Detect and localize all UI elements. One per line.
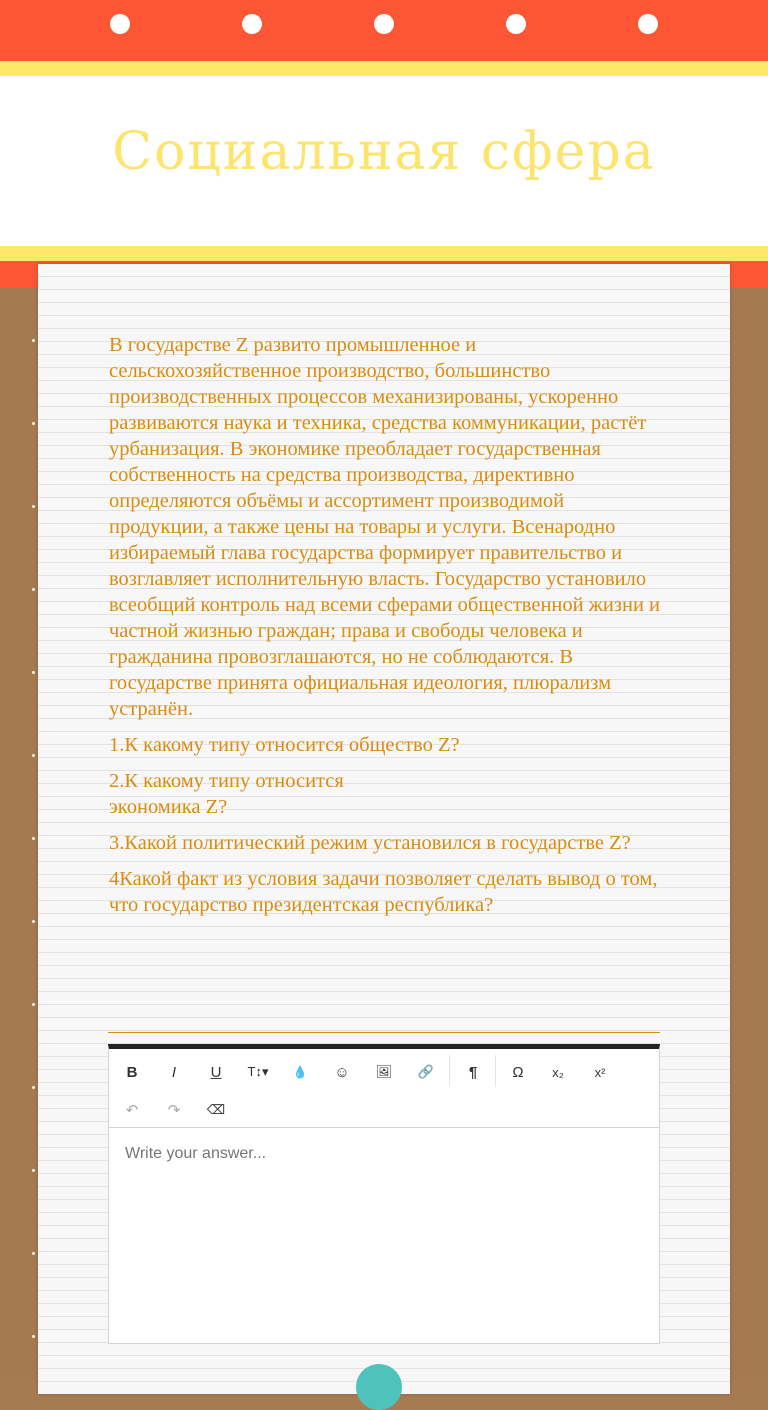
answer-input[interactable] [125, 1145, 635, 1163]
color-drop-icon[interactable]: 💧 [292, 1065, 308, 1079]
question-2: 2.К какому типу относится экономика Z? [109, 770, 344, 818]
emoji-icon[interactable]: ☺ [334, 1063, 350, 1081]
text-size-button[interactable]: T↕▾ [247, 1064, 269, 1079]
yellow-stripe [0, 61, 768, 76]
image-icon[interactable]: 🖼 [375, 1064, 393, 1079]
eraser-icon[interactable]: ⌫ [206, 1102, 226, 1117]
top-band [0, 0, 768, 61]
bold-button[interactable]: B [126, 1063, 138, 1081]
divider [108, 1032, 660, 1033]
superscript-button[interactable]: x² [594, 1064, 606, 1080]
paragraph-icon[interactable]: ¶ [468, 1063, 478, 1081]
binder-hole [506, 14, 526, 34]
question-3: 3.Какой политический режим установился в государстве Z? [109, 832, 631, 854]
binder-hole [638, 14, 658, 34]
answer-editor [108, 1044, 660, 1344]
binder-hole [242, 14, 262, 34]
question-1: 1.К какому типу относится общество Z? [109, 734, 460, 756]
underline-button[interactable]: U [210, 1063, 222, 1081]
link-icon[interactable]: 🔗 [417, 1064, 435, 1079]
redo-icon[interactable]: ↷ [167, 1102, 181, 1119]
page-title: Социальная сфера [112, 122, 656, 182]
question-4: 4Какой факт из условия задачи позволяет сделать вывод о том, что государство президентская республика? [109, 868, 658, 916]
toolbar-separator [495, 1055, 496, 1087]
yellow-stripe [0, 246, 768, 261]
task-content [109, 332, 661, 928]
task-intro: В государстве Z развито промышленное и сельскохозяйственное производство, большинство производственных процессов механизированы, ускоренно развиваются наука и техника, средства коммуникации, растёт урбанизация. В экономике преобладает государственная собственность на средства производства, директивно определяются объёмы и ассортимент производимой продукции, а также цены на товары и услуги. Всенародно избираемый глава государства формирует правительство и возглавляет исполнительную власть. Государство установило всеобщий контроль над всеми сферами общественной жизни и частной жизнью граждан; права и свободы человека и гражданина провозглашаются, но не соблюдаются. В государстве принята официальная идеология, плюрализм устранён. [109, 334, 661, 720]
audio-record-button[interactable] [356, 1364, 402, 1410]
editor-toolbar [109, 1049, 659, 1128]
omega-icon[interactable]: Ω [512, 1063, 524, 1081]
toolbar-separator [449, 1055, 450, 1087]
subscript-button[interactable]: x₂ [552, 1064, 564, 1080]
lined-paper [38, 264, 730, 1394]
italic-button[interactable]: I [171, 1063, 177, 1081]
binder-hole [374, 14, 394, 34]
binder-hole [110, 14, 130, 34]
undo-icon[interactable]: ↶ [125, 1102, 139, 1119]
